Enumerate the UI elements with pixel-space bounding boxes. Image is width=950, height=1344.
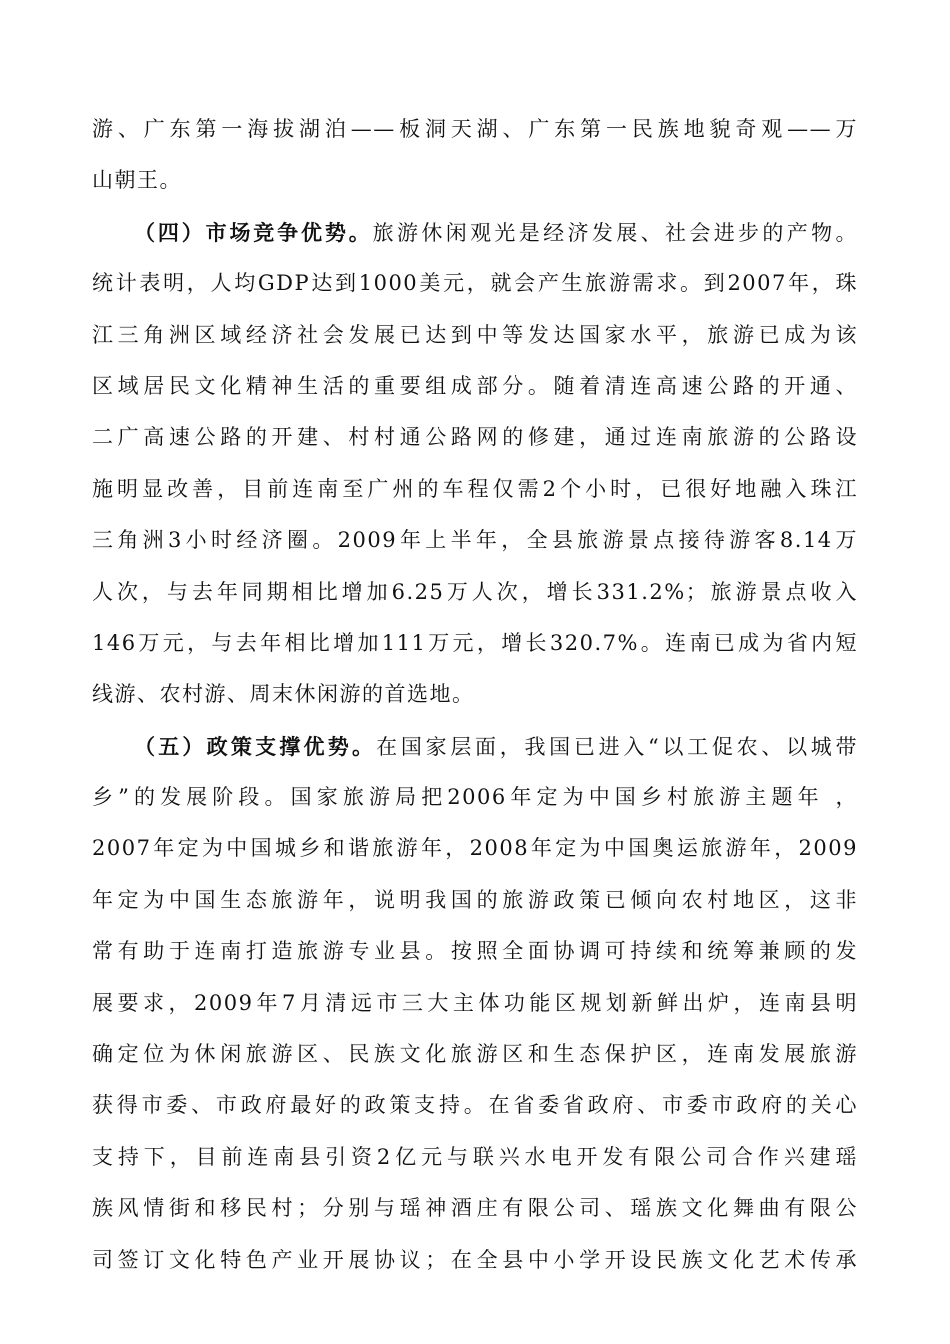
text-line: 支持下，目前连南县引资2亿元与联兴水电开发有限公司合作兴建瑶 [92, 1144, 858, 1169]
text-line: 江三角洲区域经济社会发展已达到中等发达国家水平，旅游已成为该 [92, 322, 858, 347]
text-line: 统计表明，人均GDP达到1000美元，就会产生旅游需求。到2007年，珠 [92, 271, 858, 296]
text-line: 年定为中国生态旅游年，说明我国的旅游政策已倾向农村地区，这非 [92, 887, 858, 912]
text-line: 施明显改善，目前连南至广州的车程仅需2个小时，已很好地融入珠江 [92, 476, 858, 501]
text-span: 在国家层面，我国已进入“以工促农、以城带 [376, 734, 858, 759]
text-line: 司签订文化特色产业开展协议；在全县中小学开设民族文化艺术传承 [92, 1247, 858, 1272]
section-heading-policy-advantage: （五）政策支撑优势。 [134, 733, 377, 759]
text-line: 线游、农村游、周末休闲游的首选地。 [92, 682, 475, 707]
paragraph-first-line [92, 207, 858, 258]
paragraph-first-line [92, 721, 858, 772]
text-span: 旅游休闲观光是经济发展、社会进步的产物。 [372, 220, 858, 245]
section-heading-market-advantage: （四）市场竞争优势。 [134, 219, 373, 245]
text-line: 游、广东第一海拔湖泊——板洞天湖、广东第一民族地貌奇观——万 [92, 117, 858, 141]
text-line: 展要求，2009年7月清远市三大主体功能区规划新鲜出炉，连南县明 [92, 990, 858, 1015]
text-line: 三角洲3小时经济圈。2009年上半年，全县旅游景点接待游客8.14万 [92, 528, 858, 553]
text-line: 获得市委、市政府最好的政策支持。在省委省政府、市委市政府的关心 [92, 1093, 858, 1118]
text-line: 山朝王。 [92, 168, 182, 193]
text-line: 人次，与去年同期相比增加6.25万人次，增长331.2%；旅游景点收入 [92, 579, 858, 604]
text-line: 乡”的发展阶段。国家旅游局把2006年定为中国乡村旅游主题年 ， [92, 785, 858, 810]
text-line: 族风情街和移民村；分别与瑶神酒庄有限公司、瑶族文化舞曲有限公 [92, 1196, 858, 1221]
text-line: 二广高速公路的开建、村村通公路网的修建，通过连南旅游的公路设 [92, 425, 858, 450]
text-line: 确定位为休闲旅游区、民族文化旅游区和生态保护区，连南发展旅游 [92, 1042, 858, 1067]
text-line: 常有助于连南打造旅游专业县。按照全面协调可持续和统筹兼顾的发 [92, 939, 858, 964]
text-line: 2007年定为中国城乡和谐旅游年，2008年定为中国奥运旅游年，2009 [92, 836, 858, 861]
document-page [92, 104, 858, 1286]
text-line: 区域居民文化精神生活的重要组成部分。随着清连高速公路的开通、 [92, 373, 858, 398]
text-line: 146万元，与去年相比增加111万元，增长320.7%。连南已成为省内短 [92, 630, 858, 655]
